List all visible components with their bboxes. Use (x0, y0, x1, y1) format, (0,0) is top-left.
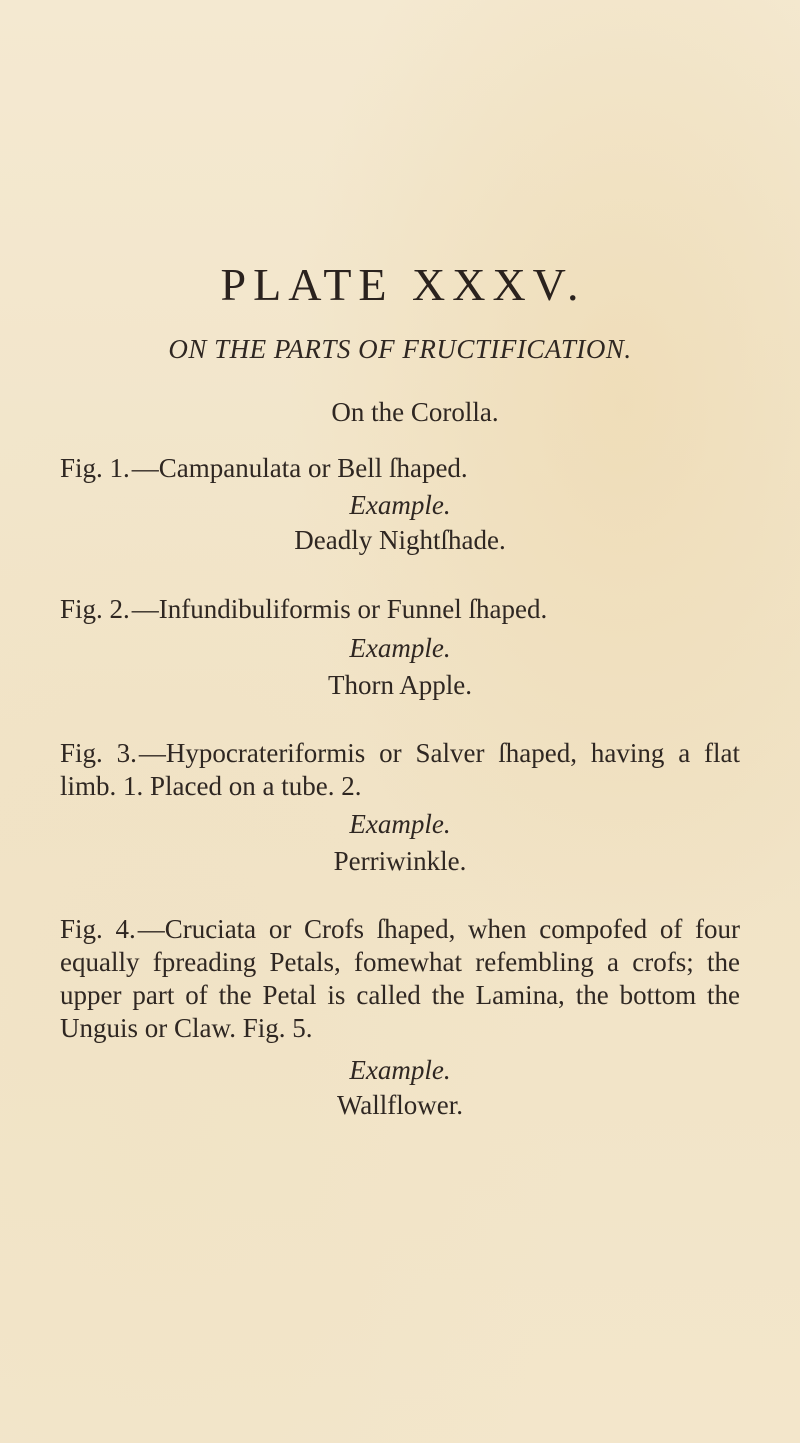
section-heading: On the Corolla. (331, 397, 499, 427)
plate-title: PLATE XXXV. (220, 259, 586, 310)
figure-2-label: Fig. 2. (60, 594, 130, 624)
subtitle: ON THE PARTS OF FRUCTIFICATION. (168, 334, 632, 364)
figure-1-label: Fig. 1. (60, 453, 130, 483)
figure-4-label: Fig. 4. (60, 914, 136, 944)
figure-1-example: Deadly Nightſhade. (294, 525, 506, 555)
figure-3-description (60, 737, 740, 803)
figure-3-label: Fig. 3. (60, 738, 137, 768)
figure-3-text: —Hypocrateriformis or Salver ſhaped, having a flat limb. 1. Placed on a tube. 2. (60, 738, 740, 801)
figure-4-description (60, 913, 740, 1045)
figure-4-example-label: Example. (349, 1055, 451, 1085)
figure-1-text: —Campanulata or Bell ſhaped. (131, 453, 468, 483)
figure-2-example: Thorn Apple. (328, 670, 472, 700)
figure-4-text: —Cruciata or Crofs ſhaped, when compofed of four equally fpreading Petals, fomewhat refembling a crofs; the upper part of the Petal is called the Lamina, the bottom the Unguis or Claw. Fig. 5. (60, 914, 740, 1043)
figure-2-description (60, 593, 740, 626)
figure-4-example: Wallflower. (336, 1090, 464, 1120)
figure-1-description (60, 452, 740, 485)
figure-3-example: Perriwinkle. (333, 846, 467, 876)
figure-2-example-label: Example. (349, 633, 451, 663)
figure-3-example-label: Example. (349, 809, 451, 839)
figure-2-text: —Infundibuliformis or Funnel ſhaped. (131, 594, 548, 624)
figure-1-example-label: Example. (349, 490, 451, 520)
